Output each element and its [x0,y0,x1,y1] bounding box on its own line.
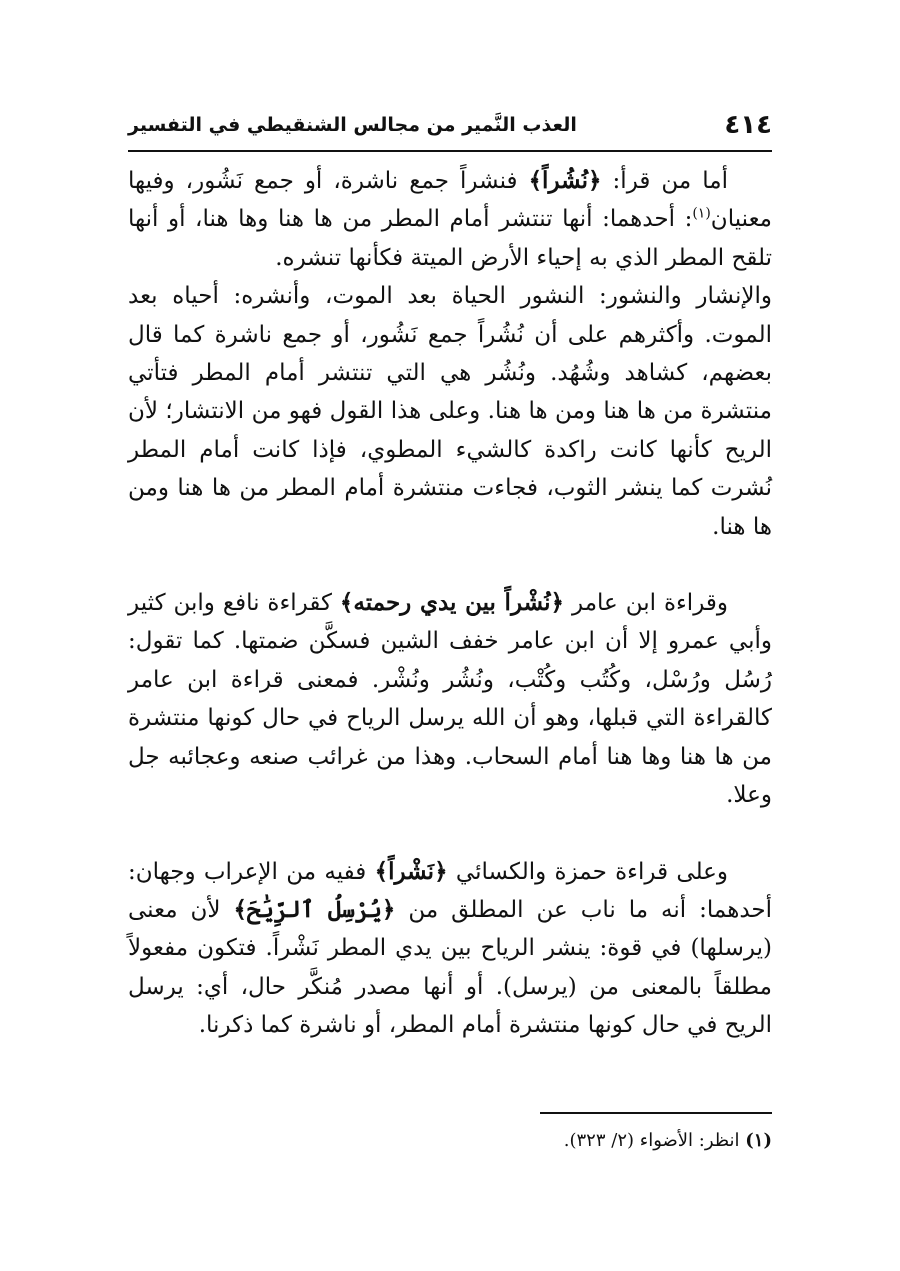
footnote-marker: (١) [745,1130,772,1151]
paragraph-3-text-b: كقراءة نافع وابن كثير وأبي عمرو إلا أن ابن عامر خفف الشين فسكَّن ضمتها. كما تقول: رُسُل ورُسْل، وكُتُب وكُتْب، ونُشُر ونُشْر. فمعنى قراءة ابن عامر كالقراءة التي قبلها، وهو أن الله يرسل الرياح في حال كونها منتشرة من ها هنا وها هنا أمام السحاب. وهذا من غرائب صنعه وعجائبه جل وعلا. [128,590,772,809]
paragraph-3-text-a: وقراءة ابن عامر [564,590,728,617]
footnote-reference[interactable]: (١) [692,205,711,222]
paragraph-gap [128,546,772,584]
quran-quote-nushuran: ﴿نُشُراً﴾ [528,167,602,194]
paragraph-1-text-c: : أحدهما: أنها تنتشر أمام المطر من ها هنا وها هنا، أو أنها تلقح المطر الذي به إحياء الأرض الميتة فكأنها تنشره. [128,206,772,271]
quran-quote-yursil-alriyah: ﴿يُرْسِلُ ٱلرِّيَٰحَ﴾ [233,895,396,923]
running-title: العذب النَّمير من مجالس الشنقيطي في التفسير [128,114,577,136]
paragraph-1-text-b: فنشراً جمع ناشرة، أو جمع نَشُور، وفيها معنيان [128,168,772,233]
quran-quote-nushran: ﴿نُشْراً بين يدي رحمته﴾ [339,589,565,617]
header-rule [128,150,772,152]
paragraph-4 [128,853,772,1045]
quran-quote-nashran: ﴿نَشْراً﴾ [374,857,448,885]
footnote-text: انظر: الأضواء (٢/ ٣٢٣). [563,1130,746,1151]
paragraph-1 [128,162,772,277]
body-text [128,162,772,1045]
paragraph-2: والإنشار والنشور: النشور الحياة بعد الموت، وأنشره: أحياه بعد الموت. وأكثرهم على أن نُشُراً جمع نَشُور، أو جمع ناشرة كما قال بعضهم، كشاهد وشُهُد. ونُشُر هي التي تنتشر أمام المطر فتأتي منتشرة من ها هنا ومن ها هنا. وعلى هذا القول فهو من الانتشار؛ لأن الريح كأنها كانت راكدة كالشيء المطوي، فإذا كانت أمام المطر نُشرت كما ينشر الثوب، فجاءت منتشرة أمام المطر من ها هنا ومن ها هنا. [128,283,772,540]
footnote [128,1126,772,1156]
paragraph-4-text-c: لأن معنى (يرسلها) في قوة: ينشر الرياح بين يدي المطر نَشْراً. فتكون مفعولاً مطلقاً بالمعنى من (يرسل). أو أنها مصدر مُنكَّر حال، أي: يرسل الريح في حال كونها منتشرة أمام المطر، أو ناشرة كما ذكرنا. [128,896,772,1039]
paragraph-4-text-b: ففيه من الإعراب وجهان: أحدهما: أنه ما ناب عن المطلق من [128,858,773,923]
page-header [128,108,772,148]
paragraph-gap [128,815,772,853]
footnote-rule [540,1112,772,1114]
paragraph-1-text-a: أما من قرأ: [601,168,728,194]
paragraph-3 [128,584,772,814]
page-number: ٤١٤ [724,110,772,140]
paragraph-4-text-a: وعلى قراءة حمزة والكسائي [447,858,729,885]
